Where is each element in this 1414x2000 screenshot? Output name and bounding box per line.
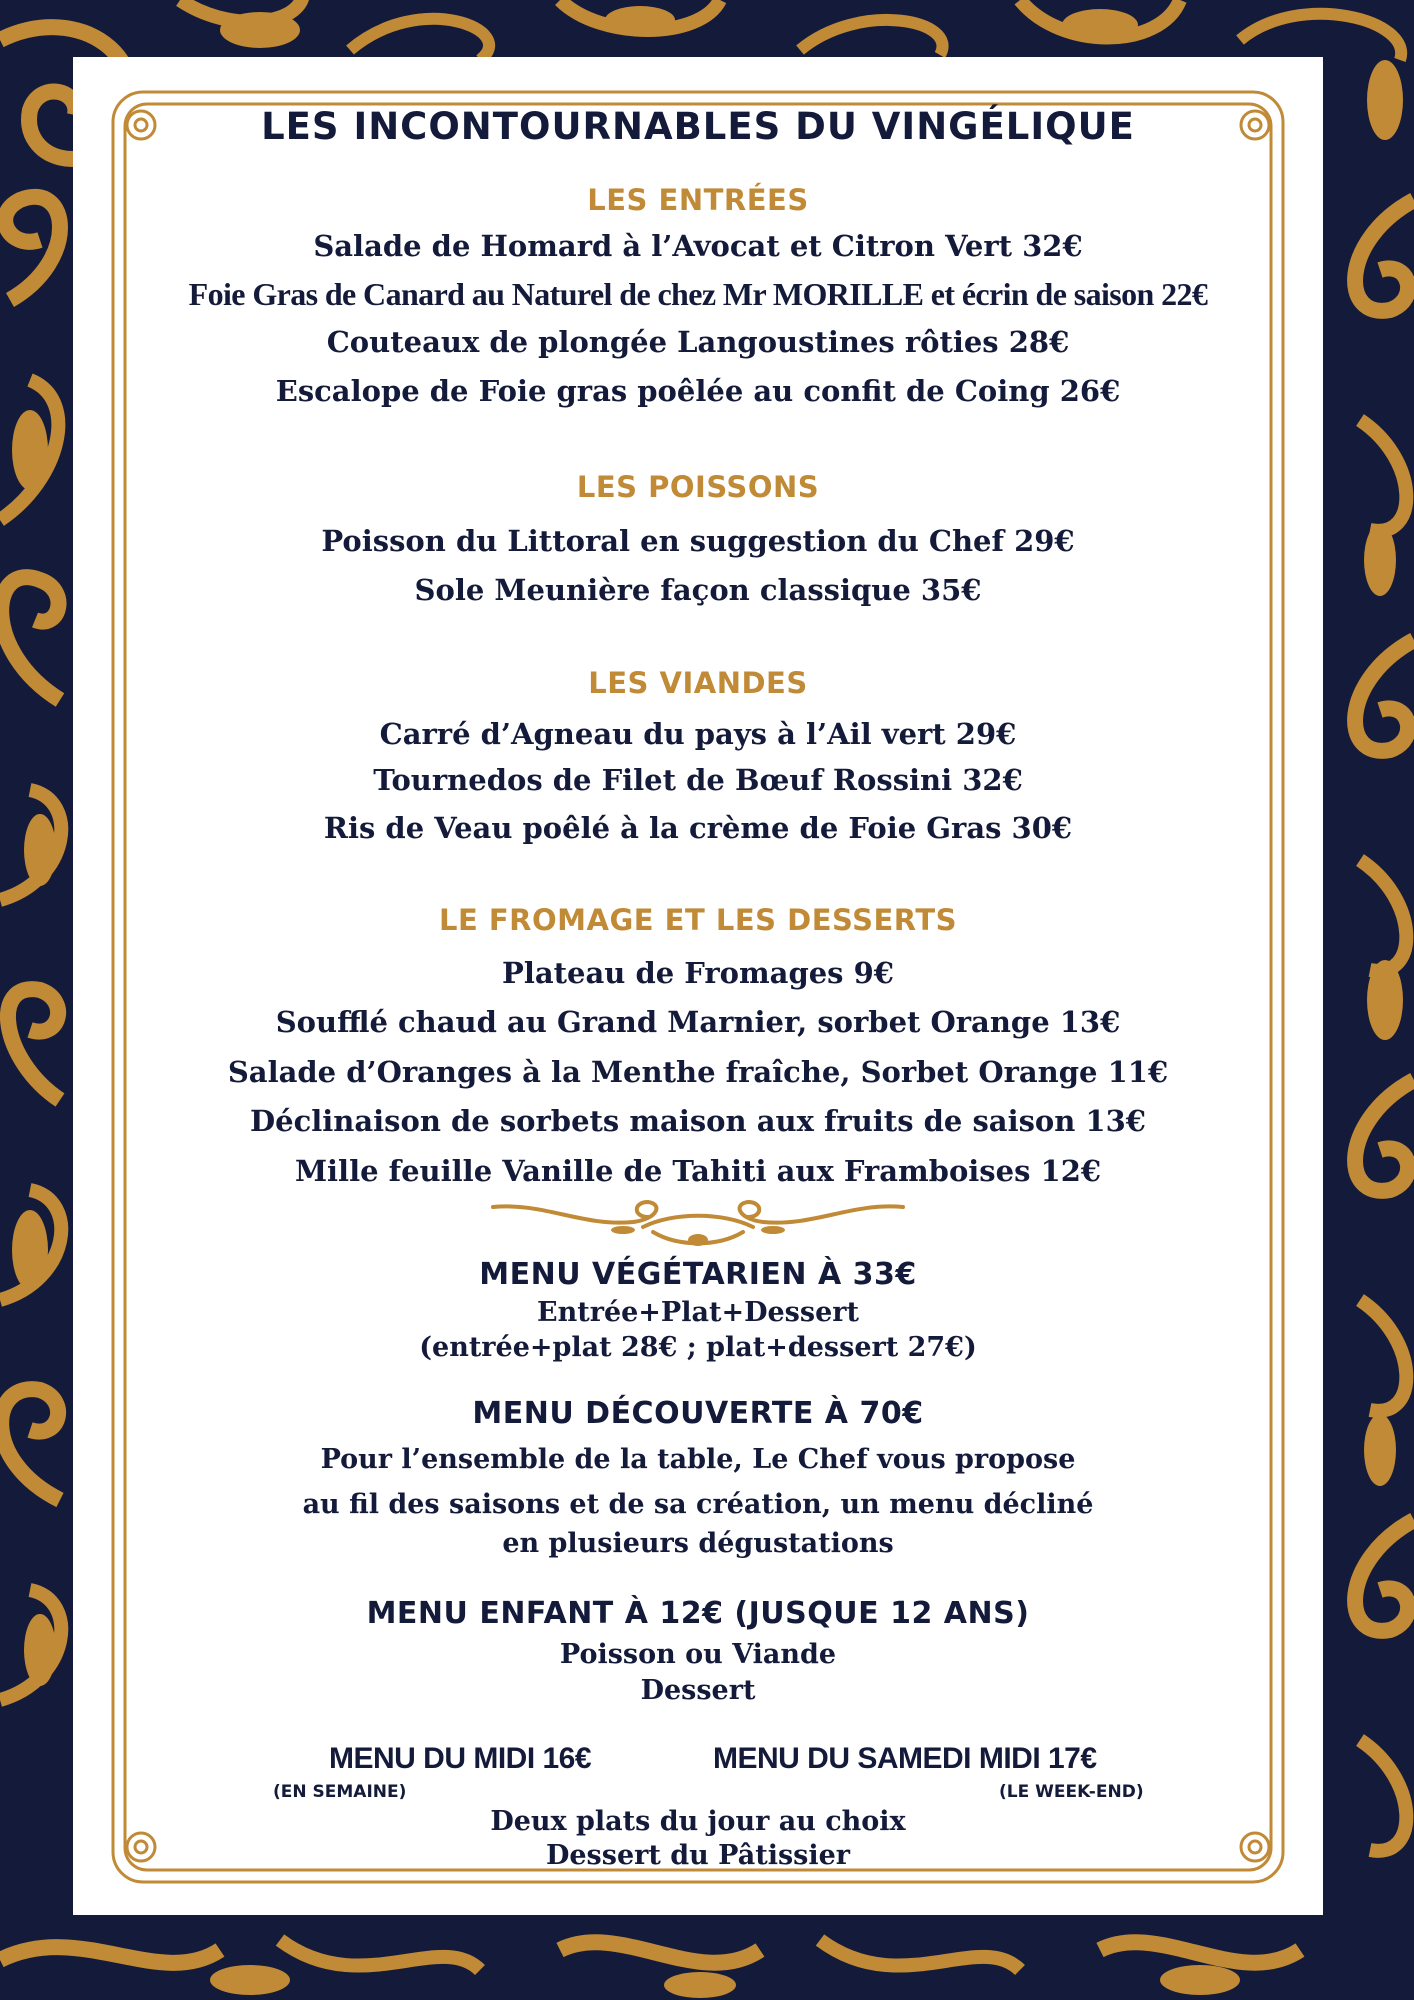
menu-item: Escalope de Foie gras poêlée au confit de Coing 26€: [275, 374, 1121, 408]
menu-enfant-line: Dessert: [640, 1675, 756, 1706]
viandes-heading: LES VIANDES: [588, 666, 808, 700]
menu-item: Poisson du Littoral en suggestion du Chef 29€: [321, 524, 1075, 558]
entrees-heading: LES ENTRÉES: [587, 183, 809, 217]
menu-item: Déclinaison de sorbets maison aux fruits de saison 13€: [250, 1104, 1146, 1138]
menu-vegetarien-line: (entrée+plat 28€ ; plat+dessert 27€): [419, 1332, 977, 1363]
menu-decouverte-line: Pour l’ensemble de la table, Le Chef vous propose: [320, 1444, 1076, 1475]
menu-item: Foie Gras de Canard au Naturel de chez Mr MORILLE et écrin de saison 22€: [188, 276, 1208, 312]
menu-midi-heading: MENU DU MIDI 16€: [329, 1742, 592, 1775]
menu-vegetarien-heading: MENU VÉGÉTARIEN À 33€: [479, 1257, 917, 1292]
menu-item: Couteaux de plongée Langoustines rôties 28€: [326, 325, 1070, 359]
menu-vegetarien-line: Entrée+Plat+Dessert: [537, 1297, 859, 1328]
menu-item: Soufflé chaud au Grand Marnier, sorbet Orange 13€: [275, 1005, 1121, 1039]
menu-samedi-note: (LE WEEK-END): [999, 1782, 1144, 1802]
menu-decouverte-line: en plusieurs dégustations: [502, 1528, 894, 1559]
menu-decouverte-line: au fil des saisons et de sa création, un menu décliné: [302, 1489, 1094, 1520]
page-title: LES INCONTOURNABLES DU VINGÉLIQUE: [261, 105, 1135, 148]
menu-item: Salade d’Oranges à la Menthe fraîche, Sorbet Orange 11€: [227, 1055, 1169, 1089]
menu-item: Tournedos de Filet de Bœuf Rossini 32€: [373, 763, 1023, 797]
menu-item: Sole Meunière façon classique 35€: [414, 573, 982, 607]
midi-line: Dessert du Pâtissier: [545, 1840, 851, 1871]
menu-enfant-line: Poisson ou Viande: [559, 1639, 837, 1670]
menu-item: Mille feuille Vanille de Tahiti aux Framboises 12€: [294, 1154, 1102, 1188]
poissons-heading: LES POISSONS: [576, 470, 820, 504]
menu-item: Ris de Veau poêlé à la crème de Foie Gras 30€: [323, 811, 1073, 845]
menu-decouverte-heading: MENU DÉCOUVERTE À 70€: [472, 1396, 924, 1431]
menu-item: Plateau de Fromages 9€: [502, 956, 894, 990]
menu-item: Carré d’Agneau du pays à l’Ail vert 29€: [379, 717, 1017, 751]
menu-card: [73, 57, 1323, 1915]
menu-samedi-heading: MENU DU SAMEDI MIDI 17€: [713, 1742, 1097, 1775]
gold-flourish-divider: [483, 1192, 913, 1252]
menu-midi-note: (EN SEMAINE): [273, 1782, 407, 1802]
menu-enfant-heading: MENU ENFANT À 12€ (JUSQUE 12 ANS): [366, 1596, 1030, 1631]
desserts-heading: LE FROMAGE ET LES DESSERTS: [438, 903, 957, 937]
menu-item: Salade de Homard à l’Avocat et Citron Vert 32€: [313, 229, 1083, 263]
midi-line: Deux plats du jour au choix: [490, 1806, 906, 1837]
